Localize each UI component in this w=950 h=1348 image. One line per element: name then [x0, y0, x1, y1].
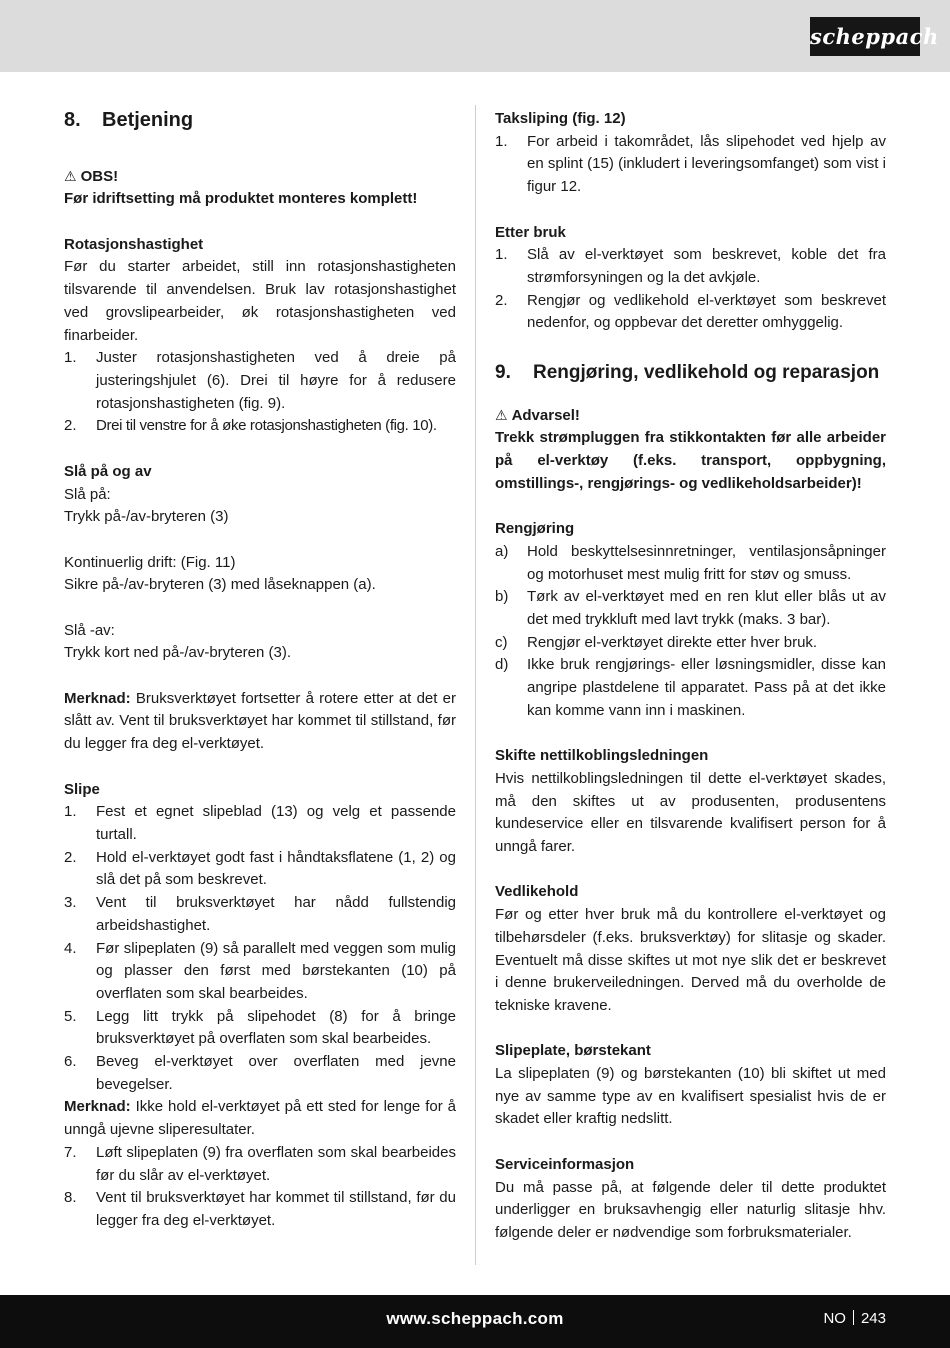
list-item [64, 1142, 456, 1187]
list-text: Legg litt trykk på slipehodet (8) for å bringe bruksverktøyet på overflaten som skal bearbeides. [96, 1007, 456, 1048]
list-item [64, 892, 456, 937]
skifte-text: Hvis nettilkoblingsledningen til dette el-verktøyet skades, må den skiftes ut av produsenten, produsentens kundeservice eller en tilsvarende kvalifisert person for å unngå farer. [495, 769, 886, 856]
rotasjon-text: Før du starter arbeidet, still inn rotasjonshastigheten tilsvarende til anvendelsen. Bruk lav rotasjonshastighet ved grovslipearbeider, øk rotasjonshastigheten ved finarbeider. [64, 258, 456, 344]
list-text: Vent til bruksverktøyet har kommet til stillstand, før du legger fra deg el-verktøyet. [96, 1189, 456, 1229]
list-number: 2. [64, 848, 77, 866]
rotasjon-title: Rotasjonshastighet [64, 235, 204, 253]
page-footer [0, 1295, 950, 1348]
note-label: Merknad: [64, 689, 131, 707]
list-text: Hold beskyttelsesinnretninger, ventilasjonsåpninger og motorhuset mest mulig fritt for støv og smuss. [527, 542, 886, 583]
vedl-title: Vedlikehold [495, 883, 579, 901]
obs-text: Før idriftsetting må produktet monteres komplett! [64, 190, 418, 208]
note-text: Bruksverktøyet fortsetter å rotere etter at det er slått av. Vent til bruksverktøyet har kommet til stillstand, før du legger fra deg el-verktøyet. [64, 689, 456, 753]
page-num: 243 [860, 1310, 886, 1327]
off-text: Trykk kort ned på-/av-bryteren (3). [64, 644, 292, 662]
on-text: Trykk på-/av-bryteren (3) [64, 508, 229, 526]
list-number: 6. [64, 1053, 77, 1071]
list-number: c) [495, 633, 508, 651]
vedl-text: Før og etter hver bruk må du kontrollere el-verktøyet og tilbehørsdeler (f.eks. bruksverktøy) for slitasje og skader. Eventuelt må disse skiftes ut mot nye slik det er beskrevet i denne brukerveiledningen. Derved må du overholde de tekniske kravene. [495, 906, 886, 1014]
section-title: Betjening [102, 109, 194, 131]
list-number: a) [495, 542, 509, 560]
list-text: Løft slipeplaten (9) fra overflaten som skal bearbeides før du slår av el-verktøyet. [96, 1143, 456, 1184]
left-column [64, 108, 456, 1233]
obs-title: OBS! [80, 167, 119, 185]
list-item [64, 415, 456, 438]
right-column [495, 108, 886, 1245]
list-number: 1. [495, 246, 508, 264]
on-label: Slå på: [64, 485, 111, 503]
skifte-title: Skifte nettilkoblingsledningen [495, 747, 709, 765]
tak-title: Taksliping (fig. 12) [495, 110, 626, 127]
list-item [64, 347, 456, 415]
list-text: Rengjør el-verktøyet direkte etter hver bruk. [527, 633, 818, 651]
service-text: Du må passe på, at følgende deler til dette produktet underligger en bruksavhengig eller naturlig slitasje hhv. følgende deler er nødvendige som forbruksmaterialer. [495, 1178, 886, 1241]
separator [853, 1310, 854, 1325]
slipe-title: Slipe [64, 780, 100, 798]
off-label: Slå -av: [64, 621, 115, 639]
cont-text: Sikre på-/av-bryteren (3) med låseknappen (a). [64, 576, 376, 594]
list-item [495, 586, 886, 631]
list-item [64, 1051, 456, 1096]
rengj-title: Rengjøring [495, 520, 575, 538]
warning-triangle-icon: ⚠ [495, 406, 508, 423]
list-item [64, 801, 456, 846]
slipeplate-title: Slipeplate, børstekant [495, 1042, 651, 1060]
list-item [495, 632, 886, 655]
list-number: b) [495, 588, 509, 606]
list-text: Før slipeplaten (9) så parallelt med veggen som mulig og plasser den først med børstekanten (10) på overflaten som skal bearbeides. [96, 939, 456, 1002]
warn-heading [495, 404, 886, 428]
slipe-note [64, 1096, 456, 1141]
obs-heading [64, 165, 456, 189]
list-number: 1. [64, 349, 77, 367]
slipeplate-text: La slipeplaten (9) og børstekanten (10) bli skiftet ut med nye av samme type av en kvalifisert spesialist hvis de er skadet eller kraftig nedslitt. [495, 1065, 886, 1128]
warning-triangle-icon: ⚠ [64, 167, 77, 184]
list-item [495, 290, 886, 335]
page-number [823, 1310, 886, 1327]
list-text: For arbeid i takområdet, lås slipehodet ved hjelp av en splint (15) (inkludert i leveringsomfanget) som vist i figur 12. [527, 132, 886, 196]
list-number: 2. [64, 417, 77, 435]
list-text: Vent til bruksverktøyet har nådd fullstendig arbeidshastighet. [96, 894, 456, 934]
list-number: 7. [64, 1143, 77, 1161]
list-number: 8. [64, 1189, 77, 1207]
section-heading-8 [64, 108, 456, 142]
list-text: Juster rotasjonshastigheten ved å dreie på justeringshjulet (6). Drei til høyre for å redusere rotasjonshastigheten (fig. 9). [96, 349, 456, 412]
footer-url[interactable]: www.scheppach.com [386, 1309, 564, 1328]
list-item [495, 244, 886, 289]
onoff-title: Slå på og av [64, 462, 152, 480]
section-heading-9 [495, 358, 886, 390]
list-item [64, 1006, 456, 1051]
list-text: Hold el-verktøyet godt fast i håndtaksflatene (1, 2) og slå det på som beskrevet. [96, 848, 456, 889]
list-item [495, 131, 886, 199]
cont-label: Kontinuerlig drift: (Fig. 11) [64, 553, 236, 571]
section-title: Rengjøring, vedlikehold og reparasjon [533, 361, 880, 383]
column-divider [475, 105, 476, 1265]
list-number: 2. [495, 291, 508, 309]
list-number: 1. [64, 803, 77, 821]
list-text: Slå av el-verktøyet som beskrevet, koble det fra strømforsyningen og la det avkjøle. [527, 246, 886, 286]
etter-title: Etter bruk [495, 223, 566, 241]
section-number: 9. [495, 361, 511, 383]
list-item [64, 1187, 456, 1232]
list-text: Rengjør og vedlikehold el-verktøyet som beskrevet nedenfor, og oppbevar det deretter omhyggelig. [527, 291, 886, 332]
list-number: 3. [64, 894, 77, 912]
list-text: Drei til venstre for å øke rotasjonshastigheten (fig. 10). [96, 417, 437, 435]
list-text: Ikke bruk rengjørings- eller løsningsmidler, disse kan angripe plastdelene til apparatet. Pass på at det ikke kan komme vann inn i maskinen. [527, 656, 886, 719]
warn-title: Advarsel! [511, 406, 580, 424]
onoff-note [64, 688, 456, 756]
list-item [64, 938, 456, 1006]
note-label: Merknad: [64, 1098, 131, 1116]
list-text: Tørk av el-verktøyet med en ren klut eller blås ut av det med trykkluft med lavt trykk (maks. 3 bar). [527, 588, 886, 629]
note-text: Ikke hold el-verktøyet på ett sted for lenge for å unngå ujevne sliperesultater. [64, 1098, 456, 1139]
service-title: Serviceinformasjon [495, 1155, 635, 1173]
list-number: 4. [64, 939, 77, 957]
list-text: Fest et egnet slipeblad (13) og velg et passende turtall. [96, 803, 456, 843]
list-item [495, 541, 886, 586]
list-number: d) [495, 656, 509, 674]
list-item [64, 847, 456, 892]
list-number: 1. [495, 132, 508, 150]
scheppach-logo: scheppach [810, 17, 920, 56]
list-number: 5. [64, 1007, 77, 1025]
page-header [0, 0, 950, 72]
language-code: NO [823, 1310, 846, 1327]
list-text: Beveg el-verktøyet over overflaten med jevne bevegelser. [96, 1053, 456, 1093]
warn-text: Trekk strømpluggen fra stikkontakten før alle arbeider på el-verktøy (f.eks. transport, oppbygning, omstillings-, rengjørings- og vedlikeholdsarbeider)! [495, 429, 886, 492]
section-number: 8. [64, 109, 81, 131]
list-item [495, 654, 886, 722]
